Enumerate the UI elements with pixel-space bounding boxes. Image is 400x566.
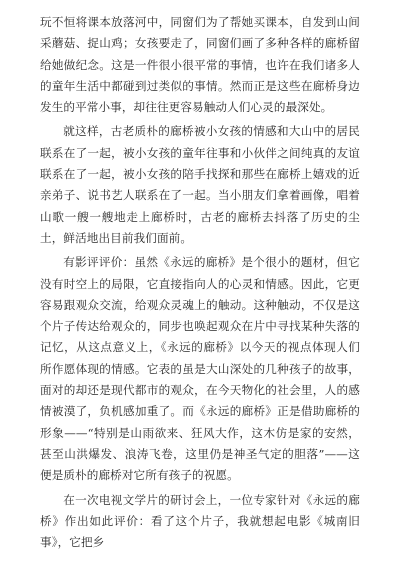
paragraph-4: 在一次电视文学片的研讨会上，一位专家针对《永远的廊桥》作出如此评价：看了这个片子，我就想起电影《城南旧事》，它把乡 [40,492,360,550]
paragraph-2: 就这样，古老质朴的廊桥被小女孩的情感和大山中的居民联系在了一起，被小女孩的童年往事和小伙伴之间纯真的友谊联系在了一起，被小女孩的陪手找探和那些在廊桥上嬉戏的近亲弟子、说书艺人联系在了一起。当小朋友们拿着画像，唱着山歌一艘一艘地走上廊桥时，古老的廊桥去抖落了历史的尘土，鲜活地出目前我们面前。 [40,124,360,245]
paragraph-1: 玩不恒将课本放落河中，同窗们为了帮她买课本，自发到山间采蘑菇、捉山鸡；女孩要走了，同窗们画了多种各样的廊桥留给她做纪念。这是一件很小很平常的事情，也许在我们诸多人的童年生活中都碰到过类似的事情。然而正是这些在廊桥身边发生的平常小事，却往往更容易触动人们心灵的最深处。 [40,15,360,115]
paragraph-3: 有影评评价：虽然《永远的廊桥》是个很小的题材，但它没有时空上的局限，它直接指向人的心灵和情感。因此，它更容易跟观众交流，给观众灵魂上的触动。这种触动，不仅是这个片子传达给观众的，同步也唤起观众在片中寻找某种失落的记忆，从这点意义上，《永远的廊桥》以今天的视点体现人们所作愿体现的情感。它表的虽是大山深处的几种孩子的故事，面对的却还是现代都市的观众，在今天物化的社会里，人的感情被漠了，负机感加重了。而《永远的廊桥》正是借助廊桥的形象——“特别是山雨欲来、狂风大作，这木仿是家的安然，甚至山洪爆发、浪涛飞卷，这里仍是神圣气定的胆落”——这便是质朴的廊桥对它所有孩子的祝愿。 [40,255,360,483]
